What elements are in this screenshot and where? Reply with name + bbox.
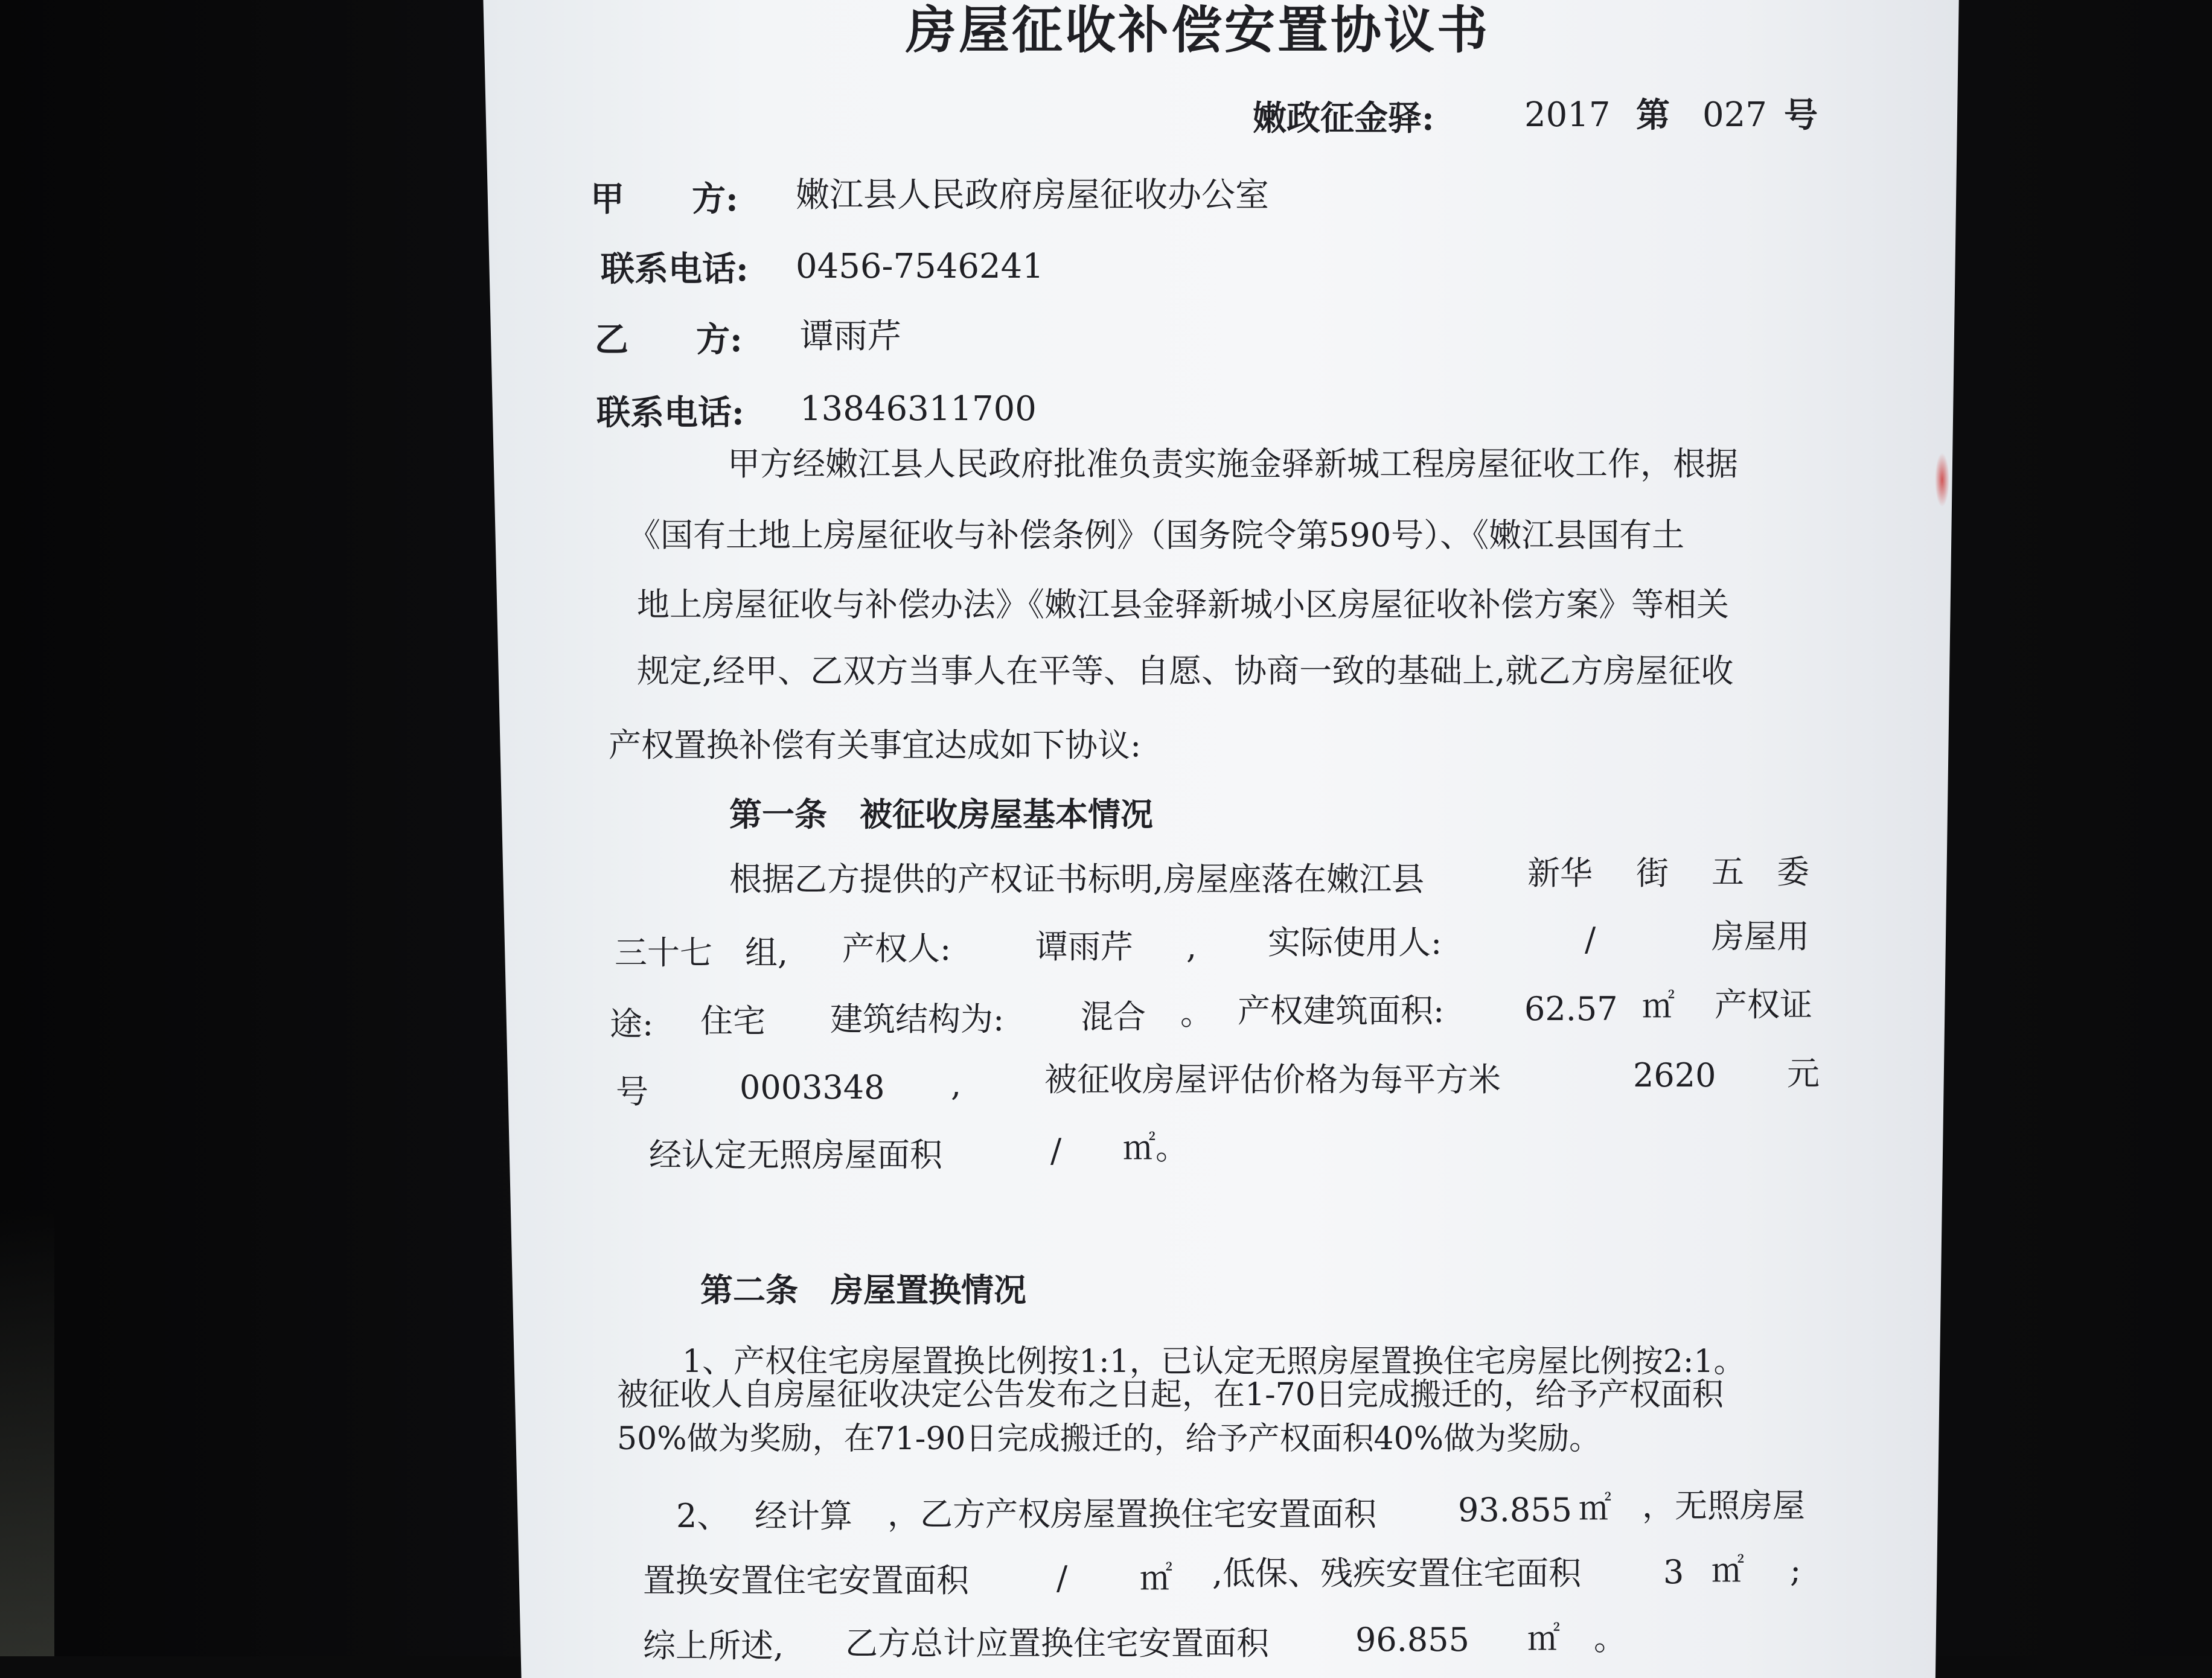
total-area-value: 96.855	[1355, 1621, 1469, 1659]
article-2-p1-line-1: 1、产权住宅房屋置换比例按1:1，已认定无照房屋置换住宅房屋比例按2:1。	[682, 1344, 1745, 1380]
doc-number-value: 027	[1702, 95, 1767, 135]
area-unit: ㎡	[1642, 987, 1675, 1025]
replacement-area-label: ，乙方产权房屋置换住宅安置面积	[887, 1495, 1376, 1533]
owner-comma: ,	[1186, 928, 1197, 966]
unlicensed-area-label: 经认定无照房屋面积	[649, 1136, 942, 1174]
doc-number-di: 第	[1636, 95, 1670, 135]
unlicensed-area-unit: ㎡。	[1123, 1129, 1188, 1167]
cert-number: 0003348	[740, 1068, 885, 1106]
total-area-period: 。	[1594, 1619, 1626, 1657]
total-area-unit: ㎡	[1527, 1619, 1560, 1657]
doc-number-hao: 号	[1784, 95, 1818, 135]
party-a-label: 甲 方:	[590, 179, 738, 219]
low-income-semicolon: ;	[1790, 1551, 1801, 1589]
total-area-label: 乙方总计应置换住宅安置面积	[845, 1624, 1269, 1662]
preamble-line-4: 规定,经甲、乙双方当事人在平等、自愿、协商一致的基础上,就乙方房屋征收	[637, 652, 1734, 690]
use-label-start: 房屋用	[1712, 917, 1809, 955]
preamble-line-3: 地上房屋征收与补偿办法》《嫩江县金驿新城小区房屋征收补偿方案》等相关	[637, 585, 1729, 624]
party-b-value: 谭雨芹	[800, 317, 901, 356]
article-2-heading: 第二条 房屋置换情况	[700, 1271, 1026, 1309]
doc-number-year: 2017	[1524, 95, 1611, 135]
party-a-value: 嫩江县人民政府房屋征收办公室	[796, 176, 1269, 215]
preamble-line-1: 甲方经嫩江县人民政府批准负责实施金驿新城工程房屋征收工作，根据	[727, 445, 1738, 483]
price-value: 2620	[1633, 1056, 1716, 1094]
red-seal-edge-mark	[1935, 453, 1949, 507]
cert-label-start: 产权证	[1715, 986, 1812, 1024]
phone-b-label: 联系电话:	[596, 393, 744, 433]
cert-label-end: 号	[616, 1073, 648, 1111]
area-label: 产权建筑面积:	[1238, 992, 1445, 1030]
cert-comma: ,	[951, 1065, 962, 1103]
price-label: 被征收房屋评估价格为每平方米	[1044, 1061, 1501, 1099]
doc-number-prefix: 嫩政征金驿:	[1253, 98, 1434, 138]
street-suffix: 街	[1636, 854, 1669, 892]
article-2-p1-line-3: 50%做为奖励，在71-90日完成搬迁的，给予产权面积40%做为奖励。	[617, 1421, 1601, 1457]
owner-label: 产权人:	[842, 930, 951, 968]
use-label-end: 途:	[610, 1005, 654, 1043]
unlicensed-replacement-unit: ㎡	[1140, 1559, 1172, 1597]
phone-a-label: 联系电话:	[601, 249, 749, 289]
structure-value: 混合	[1081, 998, 1146, 1036]
unlicensed-replacement-label: 置换安置住宅安置面积	[643, 1562, 969, 1600]
party-b-label: 乙 方:	[595, 320, 743, 360]
low-income-area-unit: ㎡	[1712, 1551, 1744, 1589]
committee: 五 委	[1712, 853, 1809, 891]
phone-a-value: 0456-7546241	[796, 247, 1044, 286]
low-income-area-label: ,低保、残疾安置住宅面积	[1212, 1554, 1582, 1592]
calc-label: 经计算	[755, 1497, 852, 1535]
article-1-heading: 第一条 被征收房屋基本情况	[729, 795, 1153, 834]
actual-user-label: 实际使用人:	[1268, 924, 1442, 962]
summary-label: 综上所述,	[643, 1627, 784, 1665]
price-yuan: 元	[1787, 1054, 1820, 1093]
group-number: 三十七 组,	[615, 934, 788, 972]
article-2-p1-line-2: 被征收人自房屋征收决定公告发布之日起，在1-70日完成搬迁的，给予产权面积	[617, 1377, 1724, 1413]
replacement-area-unit: ㎡	[1579, 1489, 1611, 1527]
unlicensed-area-value: /	[1050, 1132, 1062, 1170]
low-income-area-value: 3	[1663, 1553, 1684, 1591]
actual-user-value: /	[1585, 920, 1596, 959]
article-1-line-1: 根据乙方提供的产权证书标明,房屋座落在嫩江县	[729, 860, 1425, 898]
use-value: 住宅	[700, 1002, 766, 1040]
unlicensed-label-start: ，无照房屋	[1642, 1487, 1805, 1525]
phone-b-value: 13846311700	[800, 389, 1037, 429]
background-edge	[0, 1207, 54, 1656]
unlicensed-replacement-value: /	[1056, 1559, 1068, 1597]
preamble-line-5: 产权置换补偿有关事宜达成如下协议:	[609, 726, 1142, 764]
document-title: 房屋征收补偿安置协议书	[906, 0, 1491, 60]
structure-period: 。	[1180, 994, 1213, 1032]
area-value: 62.57	[1524, 990, 1618, 1028]
article-2-p2-number: 2、	[676, 1497, 730, 1535]
preamble-line-2: 《国有土地上房屋征收与补偿条例》（国务院令第590号）、《嫩江县国有土	[628, 516, 1685, 554]
owner-value: 谭雨芹	[1035, 928, 1133, 966]
replacement-area-value: 93.855	[1458, 1491, 1572, 1529]
structure-label: 建筑结构为:	[830, 1000, 1005, 1038]
street-name: 新华	[1527, 854, 1593, 892]
